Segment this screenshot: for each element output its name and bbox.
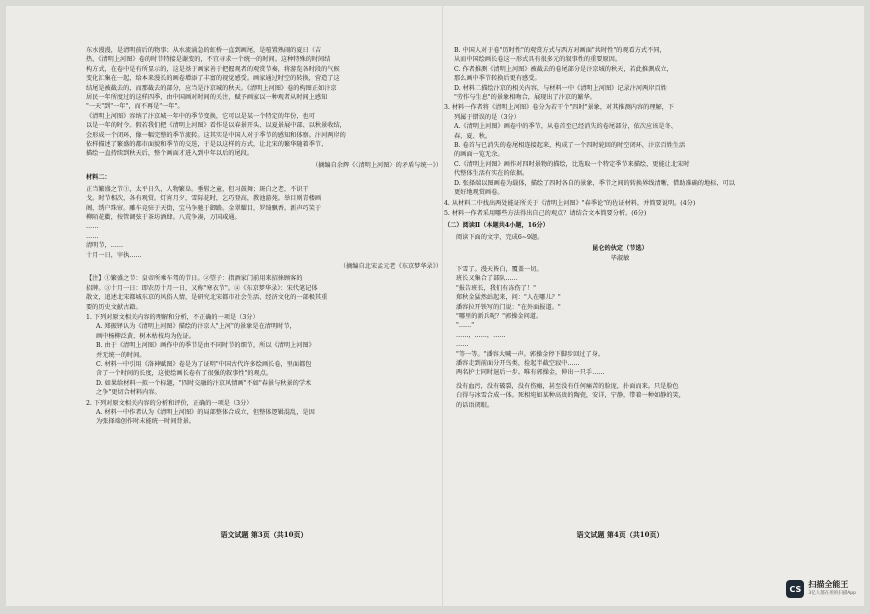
question-3-stem-cont: 列属于错误的是（3分）	[454, 113, 520, 121]
scanner-watermark	[786, 578, 856, 600]
story-line: 潘容拉开铁写的门说："在外面报道。"	[456, 303, 561, 311]
text-line: 十月一日，宰执……	[86, 251, 142, 259]
story-line: 郑秋金猛然站起来，问："人在哪儿？"	[456, 294, 561, 302]
story-line: "哪里的新兵呢？"郭操金问道。	[456, 312, 543, 320]
text-line: 东水漫漫，是清明前后的物事；从水流涌急的虹桥一直到画尾，是喧置熟闹的夏日（吉	[86, 47, 322, 54]
question-list-left	[86, 313, 442, 427]
question-stem: 2. 下列对原文相关内容的分析和评价，正确的一项是（3分）	[86, 399, 253, 407]
answer-option: A.《清明上河图》画卷中的季节，从卷首至已经消失的卷尾部分，依次应该是冬、	[454, 123, 677, 131]
story-author: 毕淑敏	[610, 254, 630, 262]
scanner-logo-icon: CS	[786, 580, 804, 598]
answer-option: C.《清明上河图》画作对四时景物的描绘，比选取一个特定季节来描绘，更能让北宋时	[454, 160, 690, 168]
answer-option: B. 由于《清明上河图》画作中的季节是由不同时节的细节，所以《清明上河图》	[96, 342, 315, 350]
answer-option: D. 材料二描绘汴京的相关内容，与材料一中《清明上河图》记录汴河两岸百姓	[454, 84, 667, 92]
text-line: ……	[86, 223, 99, 231]
text-line: 构方式，在卷中是有所显示的，这是基于画家善于把握观者的观赏节奏，将游览各时段的气候	[86, 65, 340, 73]
scanned-sheet	[6, 6, 864, 606]
answer-option: 代整体生活有实在的依据。	[454, 170, 529, 178]
section-heading: （二）阅读Ⅱ（本题共4小题，16分）	[444, 222, 549, 230]
material1-paragraph	[86, 112, 442, 159]
answer-option: A. 材料一中作者认为《清明上河图》的局部整体合成立，但整体逻辑混乱，是因	[96, 409, 315, 417]
answer-option: 并无统一的时间。	[96, 351, 146, 359]
answer-option: C. 作者推测《清明上河图》被截去的卷尾部分是汴京城的秋天，若此推测成立，	[454, 65, 673, 73]
reading-instruction: 阅读下面的文字，完成6~9题。	[456, 233, 544, 241]
answer-option: A. 郑振铎认为《清明上河图》描绘的汴京人"上河"的景象是在清明时节，	[96, 323, 296, 331]
material2-text	[86, 185, 442, 260]
text-line: 阁，绣户珠帘。雕车竞驻于天街，宝马争驰于御路。金翠耀目，罗绮飘香。新声巧笑于	[86, 204, 322, 212]
scanner-app-tagline: 3亿人都在用的扫描App	[808, 591, 856, 596]
story-line: "报告班长，我们有冻伤了！"	[456, 284, 536, 292]
question-4: 4. 从材料二中找出两处能证所关于《清明上河图》"春季论"的佐证材料，并简要说明。(4分)	[444, 199, 696, 207]
story-line: 的话语闭眼。	[456, 401, 494, 409]
story-line: "等一等。"潘容大喊一声。郭操金停下脚步回过了身。	[456, 350, 605, 358]
question-5: 5. 材料一作者采用哪些方法得出自己的观点？请结合文本简要分析。(6分)	[444, 209, 647, 217]
text-line: 柳陌花衢，按管调弦于茶坊酒肆。八荒争凑，万国咸通。	[86, 213, 241, 221]
story-line: ……，……，……	[456, 331, 506, 339]
text-line: 依样描述了繁盛的都市面貌和季节的交迭，于是以这样的方式，让北宋的繁华随着季节、	[86, 141, 328, 149]
text-line: ……	[86, 232, 99, 240]
q2-options-continued	[444, 46, 796, 102]
note-line: 要的历史文献古籍。	[86, 303, 142, 311]
story-line: 潘容走到前面分开鸟类，捡起半截空寂中……	[456, 360, 580, 367]
text-line: 描绘一直持续到秋天后，整个画面才进入到中年以后的尾段。	[86, 150, 254, 158]
text-line: 正当繁盛之节①，太平日久，人物繁阜。垂髫之童，但习鼓舞；斑白之老，不识干	[86, 185, 309, 193]
text-line: 以是一年的时令。假若我们把《清明上河图》看作是以春景开头、以夏景展中部、以秋景收结，	[86, 122, 346, 130]
answer-option: B. 中国人对于卷"历时性"的观赏方式与西方对画面"共时性"的观看方式不同，	[454, 47, 666, 54]
answer-option: 含了一个时间的长度，这使绘画长卷有了很强的叙事性"的观点。	[96, 370, 273, 378]
story-line: 下雪了。漫天皆白，覆盖一切。	[456, 265, 543, 273]
answer-option: "劳作与生息"的景象相吻合，展现出了汴京的繁华。	[454, 94, 596, 102]
answer-option: 之争"更切合材料内容。	[96, 389, 161, 397]
text-line: 《清明上河图》容纳了汴京城一年中的季节变换，它可以是某一个特定的年份，也可	[86, 112, 315, 120]
answer-option: C. 材料一中引用《洛神赋图》卷是为了证明"中国古代许多绘画长卷，里面都包	[96, 361, 312, 368]
story-line: 白得与冰雪合成一体。死相宛如某种高贵的陶瓷，安详，宁静，带着一种如静的笑，	[456, 392, 685, 400]
answer-option: 画中杨柳泛黄、树木枯枝均为佐证。	[96, 332, 195, 340]
annotation-notes	[86, 274, 442, 312]
story-text	[444, 265, 796, 378]
answer-option: D. 如果给材料一拟一个标题，"四时交融的汴京风情画"不如"春景与秋景的学术	[96, 379, 312, 387]
page-4	[444, 46, 796, 606]
source-citation-1: （摘编自余辉《〈清明上河图〉的矛盾与统一》）	[312, 161, 442, 169]
material2-title: 材料二：	[86, 174, 111, 182]
story-line: ……	[456, 341, 469, 349]
answer-option: 为张择端创作时未能统一时间背景。	[96, 418, 195, 426]
text-line: 结尾是被截去的，而那截去的部分，应当是汴京城的秋天。《清明上河图》卷的构图正如汴京	[86, 84, 337, 92]
text-line: 变化汇集在一起，给本来漫长的画卷增添了丰富的视觉感受。画家通过时空的转换，营造了这	[86, 75, 340, 83]
story-title: 昆仑的伙定（节选）	[592, 245, 648, 253]
note-line: 散文，追述北宋都城东京的风俗人情，是研究北宋都市社会生活、经济文化的一部极其重	[86, 294, 328, 302]
answer-option: 那么画中季节转换后更有感受。	[454, 75, 541, 83]
page-3-footer: 语文试题 第3页（共10页）	[220, 530, 308, 539]
note-line: 【注】①繁盛之节：皇帝所乘车驾的节日。②望子：指酒家门前用来招徕顾客的	[86, 275, 303, 283]
answer-option: 的画面一览无余。	[454, 151, 504, 159]
text-line: "一天"到"一年"，而不再是"一年"。	[86, 103, 184, 111]
page-3	[86, 46, 442, 606]
source-citation-2: （摘编自北宋孟元老《东京梦华录》）	[339, 262, 442, 270]
answer-option: D. 张择端以图画卷为载体，描绘了四时各自的景象，季节之间的转换界线清晰，借助准确的地标，可以	[454, 179, 735, 187]
scanner-app-name: 扫描全能王	[808, 580, 849, 589]
note-line: 招牌。③十月一日：即农历十月一日，又称"寒衣节"。④《东京梦华录》：宋代笔记体	[86, 284, 318, 292]
story-line: 两名护士同时退后一步。唯有郭操金，伸出一只手……	[456, 369, 605, 377]
intro-paragraph	[86, 46, 442, 112]
story-line: 没有血污，没有破裂，没有伤瘢，甚至没有任何痛苦的脸庞，扑面而来。只是脸色	[456, 382, 679, 390]
question-3-options	[444, 122, 796, 197]
answer-option: B. 卷首与已消失的卷尾相连接起来，构成了一个四时轮回的时空闭环，汴京百姓生活	[454, 142, 686, 150]
question-stem: 1. 下列对原文相关内容的理解和分析，不正确的一项是（3分）	[86, 313, 259, 321]
text-line: 居民一年所度过的这样四季，由中国画对时间的关注，赋予画家以一种观者从时间上感知	[86, 94, 328, 102]
answer-option: 春、夏、秋。	[454, 132, 492, 140]
answer-option: 更好地观赏画卷。	[454, 189, 504, 197]
text-line: 戈。时节相次，各有观赏。灯宵月夕，雪际花时，乞巧登高，教池游苑。举目则青楼画	[86, 195, 322, 203]
answer-option: 从而中国绘画长卷这一形式具有很多元的叙事性的重要原因。	[454, 56, 622, 64]
story-line: "……"	[456, 322, 475, 330]
text-line: 会形成一个闭环，像一幅完整的季节流转。这其实是中国人对于季节的感知和体察。汴河两岸的	[86, 131, 346, 139]
question-3-stem: 3. 材料一作者将《清明上河图》卷分为若干个"四时"景象，对其推测内容的理解，下	[444, 104, 675, 112]
story-line: 班长又集合了部队……	[456, 275, 518, 283]
text-line: 清明节，……	[86, 242, 124, 250]
story-closing	[444, 382, 796, 410]
text-line: 热，《清明上河图》卷的时节特接是谢变的，不宜寻求一个统一的时间。这种特殊的时间结	[86, 56, 331, 64]
page-4-footer: 语文试题 第4页（共10页）	[576, 530, 664, 539]
